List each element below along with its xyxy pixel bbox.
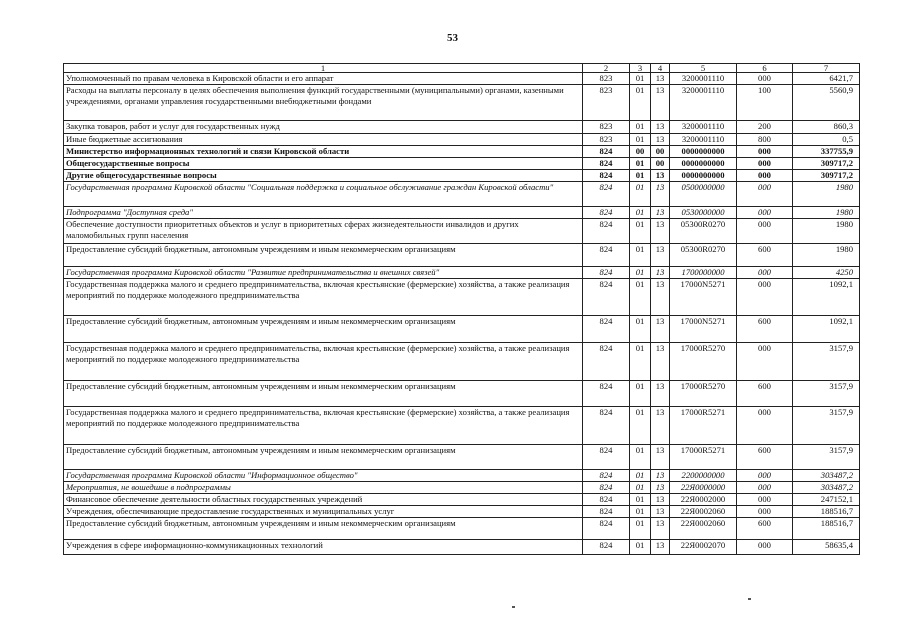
row-cell-col6: 000 (737, 343, 793, 381)
row-cell-col5: 0500000000 (670, 182, 737, 207)
table-row (64, 219, 860, 244)
row-cell-col2: 824 (583, 482, 630, 494)
table-row (64, 170, 860, 182)
row-cell-col4: 13 (651, 381, 670, 407)
row-description: Общегосударственные вопросы (64, 158, 583, 170)
row-cell-col2: 824 (583, 182, 630, 207)
row-cell-col2: 824 (583, 518, 630, 540)
row-cell-col4: 00 (651, 146, 670, 158)
table-row (64, 85, 860, 121)
column-header: 4 (651, 64, 670, 73)
row-cell-col7: 4250 (793, 267, 860, 279)
row-description: Государственная программа Кировской области "Информационное общество" (64, 470, 583, 482)
row-cell-col6: 000 (737, 494, 793, 506)
row-description: Предоставление субсидий бюджетным, автономным учреждениям и иным некоммерческим организациям (64, 316, 583, 343)
row-cell-col2: 824 (583, 381, 630, 407)
row-cell-col7: 6421,7 (793, 73, 860, 85)
row-cell-col3: 00 (630, 146, 651, 158)
row-description: Учреждения, обеспечивающие предоставление государственных и муниципальных услуг (64, 506, 583, 518)
row-cell-col6: 600 (737, 445, 793, 470)
row-cell-col5: 0000000000 (670, 158, 737, 170)
row-cell-col4: 13 (651, 279, 670, 316)
row-cell-col3: 01 (630, 445, 651, 470)
row-cell-col7: 3157,9 (793, 407, 860, 445)
row-cell-col4: 13 (651, 73, 670, 85)
row-cell-col3: 01 (630, 407, 651, 445)
row-cell-col2: 824 (583, 445, 630, 470)
row-cell-col6: 600 (737, 518, 793, 540)
row-cell-col6: 000 (737, 506, 793, 518)
row-cell-col4: 13 (651, 540, 670, 555)
row-cell-col6: 000 (737, 470, 793, 482)
row-cell-col3: 01 (630, 381, 651, 407)
row-cell-col3: 01 (630, 506, 651, 518)
row-description: Государственная программа Кировской области "Развитие предпринимательства и внешних связей" (64, 267, 583, 279)
table-row (64, 182, 860, 207)
scan-speck (512, 606, 515, 608)
row-cell-col2: 824 (583, 407, 630, 445)
row-cell-col5: 2200000000 (670, 470, 737, 482)
row-description: Закупка товаров, работ и услуг для государственных нужд (64, 121, 583, 134)
row-cell-col2: 824 (583, 343, 630, 381)
row-cell-col4: 13 (651, 343, 670, 381)
row-cell-col5: 22Я0002070 (670, 540, 737, 555)
row-cell-col5: 17000R5270 (670, 381, 737, 407)
row-cell-col6: 000 (737, 279, 793, 316)
row-cell-col7: 3157,9 (793, 343, 860, 381)
row-cell-col5: 0000000000 (670, 170, 737, 182)
row-cell-col6: 000 (737, 219, 793, 244)
row-cell-col3: 01 (630, 279, 651, 316)
row-cell-col3: 01 (630, 316, 651, 343)
row-cell-col6: 000 (737, 540, 793, 555)
table-row (64, 494, 860, 506)
row-cell-col5: 17000R5270 (670, 343, 737, 381)
row-cell-col5: 3200001110 (670, 134, 737, 146)
row-cell-col3: 01 (630, 182, 651, 207)
row-cell-col7: 1980 (793, 219, 860, 244)
column-header: 3 (630, 64, 651, 73)
row-cell-col2: 824 (583, 470, 630, 482)
row-cell-col4: 13 (651, 121, 670, 134)
row-cell-col3: 01 (630, 85, 651, 121)
table-row (64, 134, 860, 146)
row-cell-col3: 01 (630, 244, 651, 267)
header-row (64, 64, 860, 73)
row-cell-col2: 824 (583, 267, 630, 279)
table-row (64, 316, 860, 343)
row-cell-col7: 188516,7 (793, 518, 860, 540)
row-cell-col7: 303487,2 (793, 482, 860, 494)
row-description: Предоставление субсидий бюджетным, автономным учреждениям и иным некоммерческим организациям (64, 244, 583, 267)
row-cell-col4: 13 (651, 445, 670, 470)
row-cell-col7: 309717,2 (793, 158, 860, 170)
row-cell-col2: 823 (583, 85, 630, 121)
row-cell-col4: 13 (651, 207, 670, 219)
table-row (64, 121, 860, 134)
row-cell-col3: 01 (630, 219, 651, 244)
row-cell-col7: 1980 (793, 182, 860, 207)
row-cell-col3: 01 (630, 134, 651, 146)
row-cell-col4: 13 (651, 518, 670, 540)
row-description: Министерство информационных технологий и связи Кировской области (64, 146, 583, 158)
row-cell-col3: 01 (630, 518, 651, 540)
row-cell-col3: 01 (630, 470, 651, 482)
row-cell-col3: 01 (630, 207, 651, 219)
row-description: Обеспечение доступности приоритетных объектов и услуг в приоритетных сферах жизнедеятельности инвалидов и других маломобильных групп населения (64, 219, 583, 244)
row-cell-col7: 5560,9 (793, 85, 860, 121)
column-header: 5 (670, 64, 737, 73)
row-cell-col6: 000 (737, 267, 793, 279)
row-cell-col5: 0000000000 (670, 146, 737, 158)
row-cell-col5: 17000N5271 (670, 316, 737, 343)
row-cell-col5: 3200001110 (670, 121, 737, 134)
row-cell-col7: 303487,2 (793, 470, 860, 482)
row-cell-col3: 01 (630, 540, 651, 555)
row-cell-col6: 000 (737, 158, 793, 170)
row-cell-col2: 824 (583, 506, 630, 518)
row-cell-col6: 000 (737, 207, 793, 219)
row-cell-col2: 824 (583, 494, 630, 506)
row-cell-col4: 13 (651, 316, 670, 343)
row-cell-col5: 17000R5271 (670, 407, 737, 445)
row-cell-col5: 17000R5271 (670, 445, 737, 470)
row-description: Государственная поддержка малого и среднего предпринимательства, включая крестьянские (фермерские) хозяйства, а также реализация мероприятий по поддержке молодежного предпринимательства (64, 343, 583, 381)
table-body (64, 64, 860, 555)
row-cell-col5: 22Я0000000 (670, 482, 737, 494)
column-header: 6 (737, 64, 793, 73)
row-cell-col3: 01 (630, 121, 651, 134)
row-cell-col4: 13 (651, 182, 670, 207)
row-cell-col2: 823 (583, 121, 630, 134)
row-cell-col6: 000 (737, 182, 793, 207)
row-cell-col7: 1092,1 (793, 316, 860, 343)
table-row (64, 482, 860, 494)
table-row (64, 244, 860, 267)
row-cell-col3: 01 (630, 494, 651, 506)
row-cell-col7: 3157,9 (793, 381, 860, 407)
row-cell-col7: 309717,2 (793, 170, 860, 182)
row-cell-col2: 824 (583, 158, 630, 170)
row-cell-col6: 200 (737, 121, 793, 134)
row-description: Подпрограмма "Доступная среда" (64, 207, 583, 219)
row-cell-col2: 824 (583, 219, 630, 244)
row-description: Другие общегосударственные вопросы (64, 170, 583, 182)
row-description: Мероприятия, не вошедшие в подпрограммы (64, 482, 583, 494)
row-cell-col2: 824 (583, 207, 630, 219)
table-row (64, 279, 860, 316)
row-cell-col7: 860,3 (793, 121, 860, 134)
row-cell-col4: 13 (651, 506, 670, 518)
row-cell-col6: 000 (737, 73, 793, 85)
row-description: Уполномоченный по правам человека в Кировской области и его аппарат (64, 73, 583, 85)
row-cell-col7: 1980 (793, 207, 860, 219)
row-description: Предоставление субсидий бюджетным, автономным учреждениям и иным некоммерческим организациям (64, 381, 583, 407)
row-cell-col2: 824 (583, 279, 630, 316)
row-cell-col7: 188516,7 (793, 506, 860, 518)
row-cell-col6: 100 (737, 85, 793, 121)
row-cell-col4: 13 (651, 470, 670, 482)
row-cell-col6: 000 (737, 482, 793, 494)
row-cell-col6: 800 (737, 134, 793, 146)
row-cell-col6: 000 (737, 146, 793, 158)
table-row (64, 518, 860, 540)
row-cell-col5: 1700000000 (670, 267, 737, 279)
row-cell-col4: 13 (651, 85, 670, 121)
table-row (64, 381, 860, 407)
row-cell-col5: 0530000000 (670, 207, 737, 219)
row-cell-col5: 17000N5271 (670, 279, 737, 316)
row-cell-col7: 1092,1 (793, 279, 860, 316)
row-description: Предоставление субсидий бюджетным, автономным учреждениям и иным некоммерческим организациям (64, 445, 583, 470)
row-cell-col6: 000 (737, 170, 793, 182)
row-cell-col7: 0,5 (793, 134, 860, 146)
row-cell-col4: 13 (651, 170, 670, 182)
row-cell-col2: 824 (583, 244, 630, 267)
row-cell-col6: 600 (737, 244, 793, 267)
row-cell-col4: 00 (651, 158, 670, 170)
row-description: Иные бюджетные ассигнования (64, 134, 583, 146)
row-cell-col5: 3200001110 (670, 73, 737, 85)
row-cell-col4: 13 (651, 482, 670, 494)
row-cell-col6: 600 (737, 316, 793, 343)
row-cell-col3: 01 (630, 482, 651, 494)
scan-speck (748, 598, 751, 600)
row-cell-col6: 000 (737, 407, 793, 445)
row-cell-col5: 22Я0002060 (670, 506, 737, 518)
page-number: 53 (447, 32, 458, 44)
row-cell-col4: 13 (651, 219, 670, 244)
row-cell-col3: 01 (630, 73, 651, 85)
table-row (64, 73, 860, 85)
row-cell-col3: 01 (630, 170, 651, 182)
row-description: Предоставление субсидий бюджетным, автономным учреждениям и иным некоммерческим организациям (64, 518, 583, 540)
row-cell-col6: 600 (737, 381, 793, 407)
row-cell-col2: 823 (583, 134, 630, 146)
table-row (64, 540, 860, 555)
row-cell-col7: 247152,1 (793, 494, 860, 506)
table-row (64, 146, 860, 158)
table-row (64, 407, 860, 445)
row-description: Государственная поддержка малого и среднего предпринимательства, включая крестьянские (фермерские) хозяйства, а также реализация мероприятий по поддержке молодежного предпринимательства (64, 279, 583, 316)
row-description: Государственная поддержка малого и среднего предпринимательства, включая крестьянские (фермерские) хозяйства, а также реализация мероприятий по поддержке молодежного предпринимательства (64, 407, 583, 445)
row-cell-col3: 01 (630, 343, 651, 381)
row-cell-col5: 22Я0002000 (670, 494, 737, 506)
row-description: Расходы на выплаты персоналу в целях обеспечения выполнения функций государственными (муниципальными) органами, казенными учреждениями, органами управления государственными внебюджетными фондами (64, 85, 583, 121)
row-cell-col4: 13 (651, 267, 670, 279)
row-cell-col2: 824 (583, 540, 630, 555)
row-cell-col5: 05300R0270 (670, 244, 737, 267)
table-row (64, 207, 860, 219)
row-cell-col4: 13 (651, 407, 670, 445)
row-description: Государственная программа Кировской области "Социальная поддержка и социальное обслуживание граждан Кировской области" (64, 182, 583, 207)
row-cell-col2: 823 (583, 73, 630, 85)
row-cell-col4: 13 (651, 134, 670, 146)
row-cell-col2: 824 (583, 316, 630, 343)
table-row (64, 445, 860, 470)
row-cell-col4: 13 (651, 244, 670, 267)
row-cell-col2: 824 (583, 146, 630, 158)
row-cell-col5: 22Я0002060 (670, 518, 737, 540)
row-cell-col7: 337755,9 (793, 146, 860, 158)
column-header: 2 (583, 64, 630, 73)
row-cell-col7: 1980 (793, 244, 860, 267)
row-cell-col3: 01 (630, 267, 651, 279)
row-description: Финансовое обеспечение деятельности областных государственных учреждений (64, 494, 583, 506)
row-cell-col7: 58635,4 (793, 540, 860, 555)
row-cell-col5: 3200001110 (670, 85, 737, 121)
row-cell-col3: 01 (630, 158, 651, 170)
row-description: Учреждения в сфере информационно-коммуникационных технологий (64, 540, 583, 555)
row-cell-col7: 3157,9 (793, 445, 860, 470)
row-cell-col2: 824 (583, 170, 630, 182)
row-cell-col5: 05300R0270 (670, 219, 737, 244)
column-header: 7 (793, 64, 860, 73)
table-row (64, 343, 860, 381)
table-row (64, 267, 860, 279)
budget-table (63, 63, 860, 555)
table-row (64, 506, 860, 518)
table-row (64, 158, 860, 170)
table-row (64, 470, 860, 482)
row-cell-col4: 13 (651, 494, 670, 506)
column-header: 1 (64, 64, 583, 73)
